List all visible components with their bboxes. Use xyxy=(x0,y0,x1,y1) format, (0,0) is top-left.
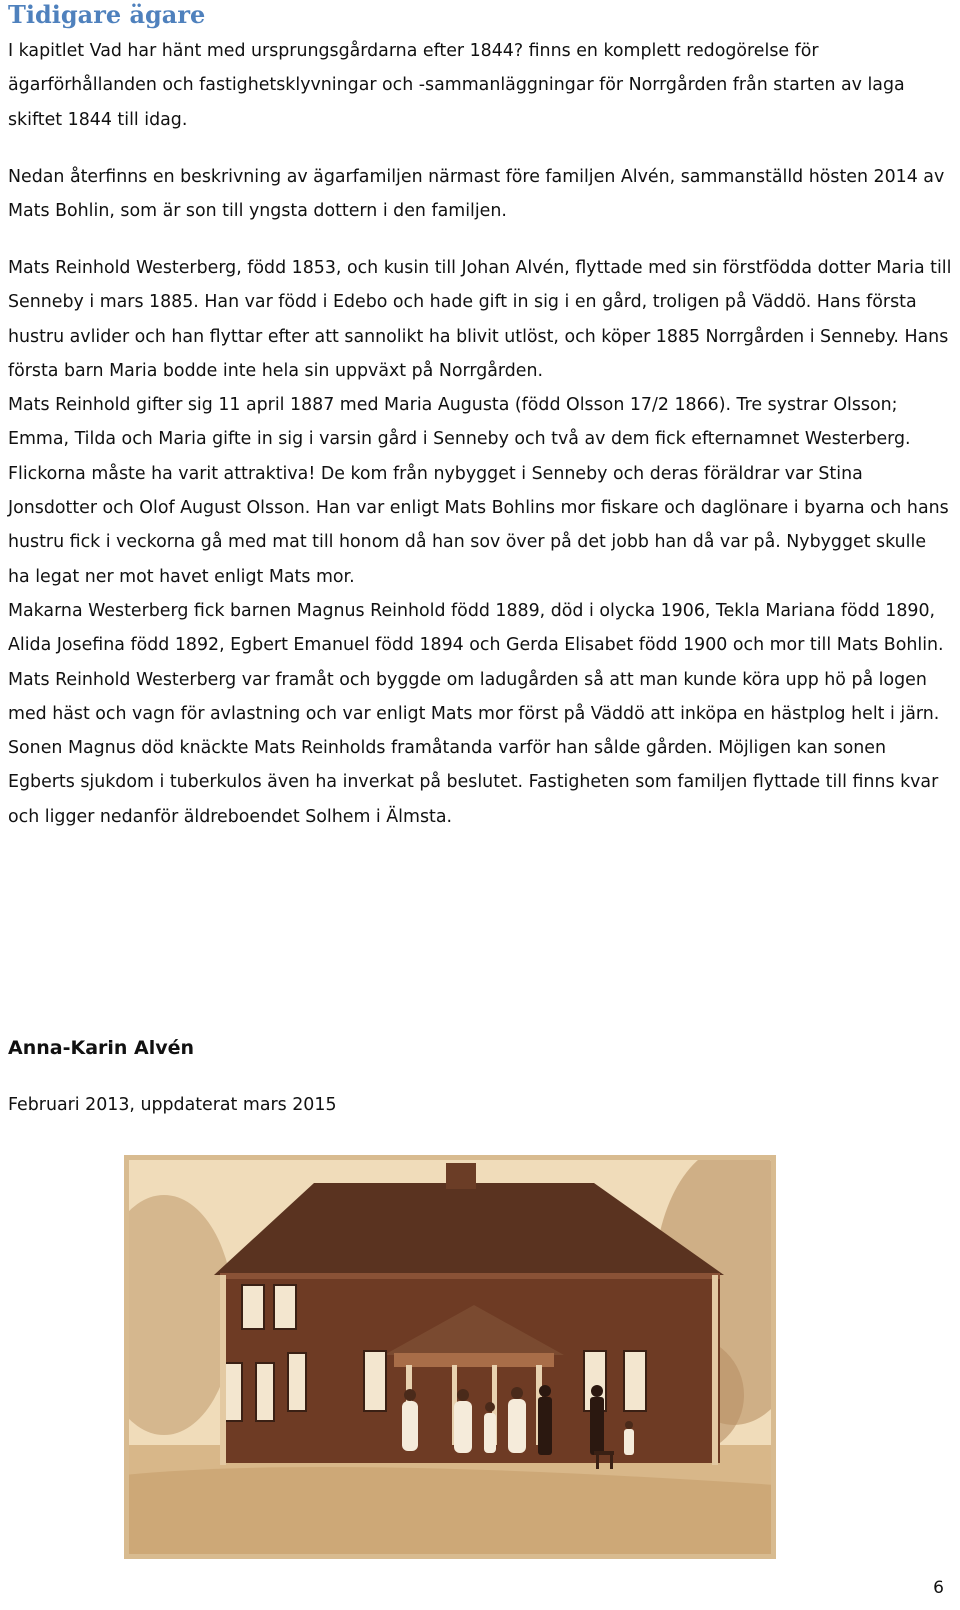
intro-paragraph: I kapitlet Vad har hänt med ursprungsgårdarna efter 1844? finns en komplett redogörelse för ägarförhållanden och fastighetsklyvningar och -sammanläggningar för Norrgården från starten av laga skiftet 1844 till idag. xyxy=(8,41,905,130)
paragraph-3: Mats Reinhold Westerberg, född 1853, och kusin till Johan Alvén, flyttade med sin förstfödda dotter Maria till Senneby i mars 1885. Han var född i Edebo och hade gift in sig i en gård, troligen på Väddö. Hans första hustru avlider och han flyttar efter att sannolikt ha blivit utlöst, och köper 1885 Norrgården i Senneby. Hans första barn Maria bodde inte hela sin uppväxt på Norrgården. xyxy=(8,258,952,381)
paragraph-2: Nedan återfinns en beskrivning av ägarfamiljen närmast före familjen Alvén, sammanställd hösten 2014 av Mats Bohlin, som är son till yngsta dottern i den familjen. xyxy=(8,167,945,222)
farmhouse-photo-illustration xyxy=(124,1155,776,1559)
westerberg-history xyxy=(8,251,952,834)
section-heading: Tidigare ägare xyxy=(8,0,206,29)
paragraph-6: Mats Reinhold Westerberg var framåt och byggde om ladugården så att man kunde köra upp hö på logen med häst och vagn för avlastning och var enligt Mats mor först på Väddö att inköpa en hästplog helt i järn. xyxy=(8,669,940,724)
document-date: Februari 2013, uppdaterat mars 2015 xyxy=(8,1095,337,1115)
farmhouse-photo xyxy=(124,1155,776,1559)
paragraph-7: Sonen Magnus död knäckte Mats Reinholds framåtanda varför han sålde gården. Möjligen kan sonen Egberts sjukdom i tuberkulos även ha inverkat på beslutet. Fastigheten som familjen flyttade till finns kvar och ligger nedanför äldreboendet Solhem i Älmsta. xyxy=(8,738,939,827)
paragraph-4: Mats Reinhold gifter sig 11 april 1887 med Maria Augusta (född Olsson 17/2 1866). Tre systrar Olsson; Emma, Tilda och Maria gifte in sig i varsin gård i Senneby och två av dem fick efternamnet Westerberg. Flickorna måste ha varit attraktiva! De kom från nybygget i Senneby och deras föräldrar var Stina Jonsdotter och Olof August Olsson. Han var enligt Mats Bohlins mor fiskare och daglönare i byarna och hans hustru fick i veckorna gå med mat till honom då han sov över på det jobb han då var på. Nybygget skulle ha legat ner mot havet enligt Mats mor. xyxy=(8,395,949,587)
paragraph-5: Makarna Westerberg fick barnen Magnus Reinhold född 1889, död i olycka 1906, Tekla Mariana född 1890, Alida Josefina född 1892, Egbert Emanuel född 1894 och Gerda Elisabet född 1900 och mor till Mats Bohlin. xyxy=(8,600,944,656)
page-number: 6 xyxy=(933,1578,944,1598)
author-name: Anna-Karin Alvén xyxy=(8,1037,195,1059)
